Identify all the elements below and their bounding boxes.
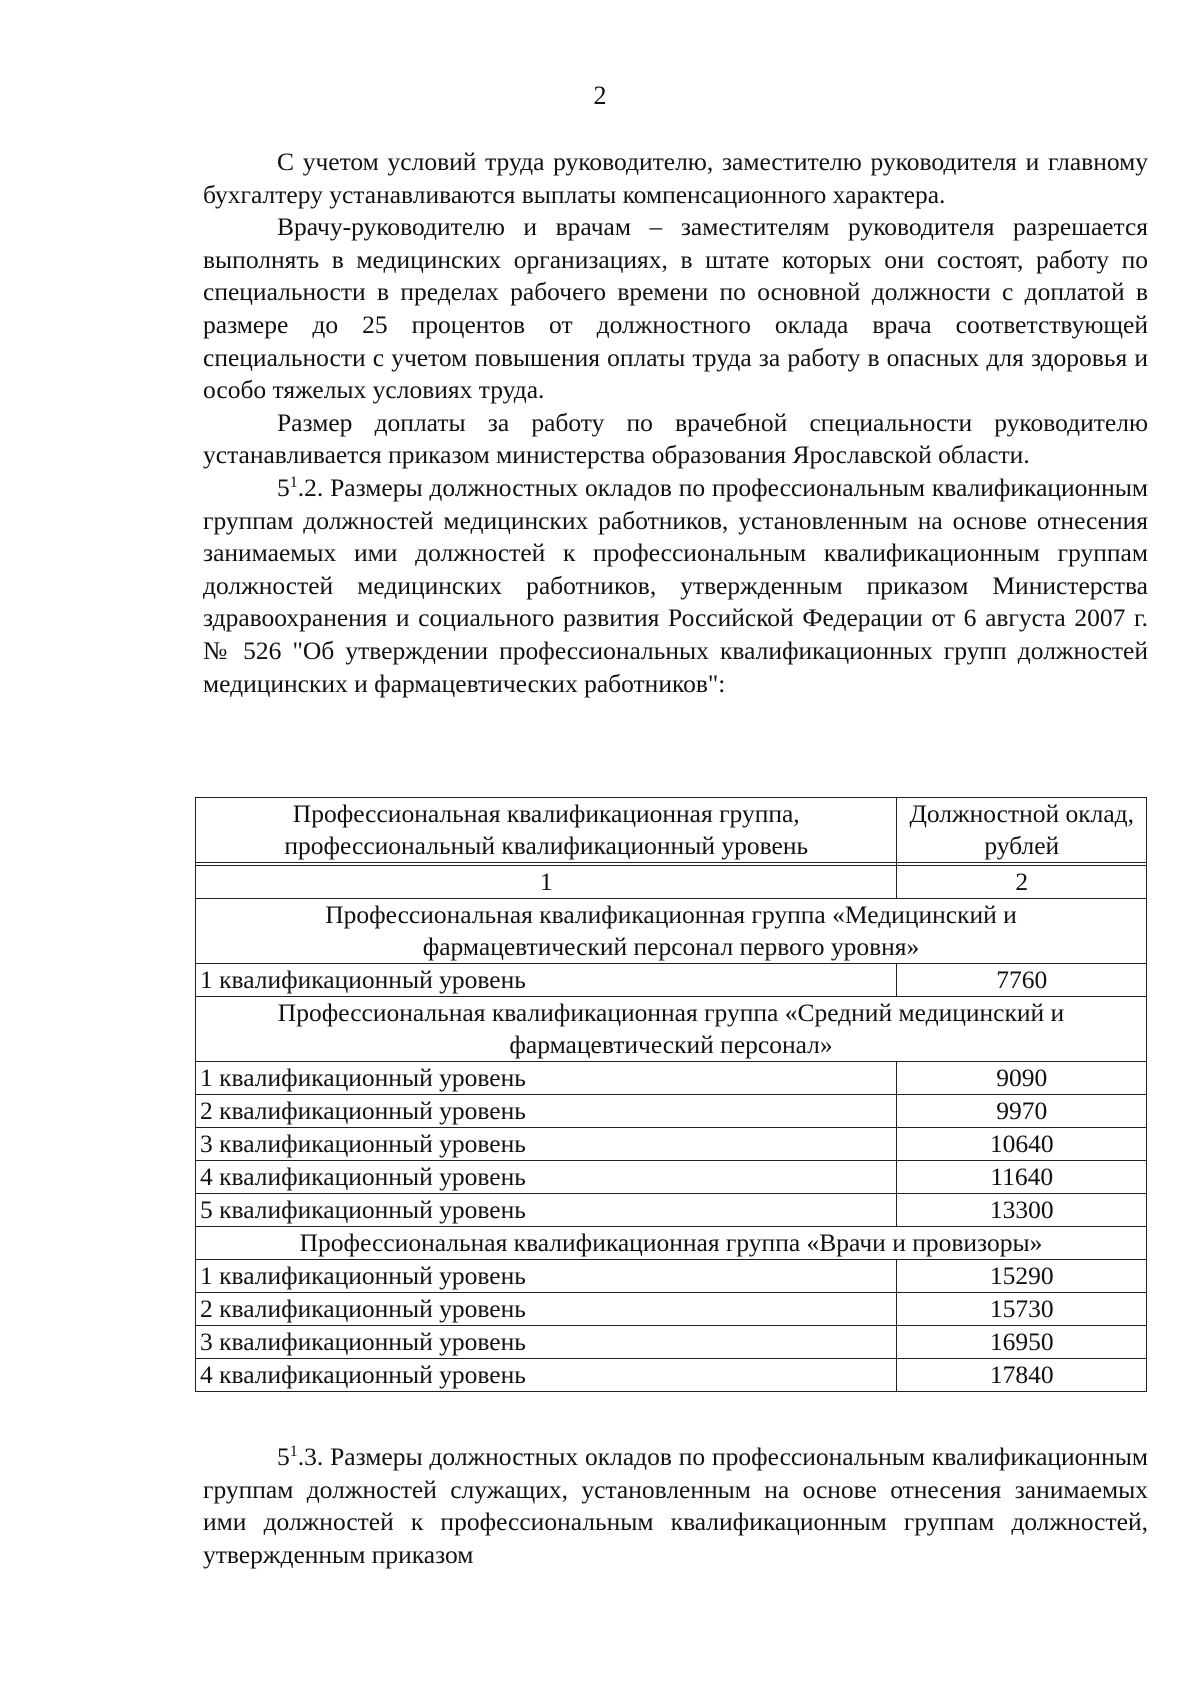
paragraph-compensation: С учетом условий труда руководителю, заместителю руководителя и главному бухгалтеру устанавливаются выплаты компенсационного характера. <box>203 147 1148 209</box>
group-title-row <box>196 899 1147 964</box>
column-number: 1 <box>196 866 897 899</box>
group-title-row <box>196 997 1147 1062</box>
paragraph-doctor-manager: Врачу-руководителю и врачам – заместителям руководителя разрешается выполнять в медицинских организациях, в штате которых они состоят, работу по специальности в пределах рабочего времени по основной должности с доплатой в размере до 25 процентов от должностного оклада врача соответствующей специальности с учетом повышения оплаты труда за работу в опасных для здоровья и особо тяжелых условиях труда. <box>203 212 1148 405</box>
level-cell: 5 квалификационный уровень <box>196 1194 897 1227</box>
level-cell: 2 квалификационный уровень <box>196 1095 897 1128</box>
table-row <box>196 1359 1147 1392</box>
table-row <box>196 1260 1147 1293</box>
group-title-row <box>196 1227 1147 1260</box>
clause-text: .2. Размеры должностных окладов по профессиональным квалификационным группам должностей медицинских работников, установленным на основе отнесения занимаемых ими должностей к профессиональным квалификационным группам должностей медицинских работников, утвержденным приказом Министерства здравоохранения и социального развития Российской Федерации от 6 августа 2007 г. № 526 "Об утверждении профессиональных квалификационных групп должностей медицинских и фармацевтических работников": <box>203 472 1148 698</box>
salary-cell: 16950 <box>897 1326 1147 1359</box>
clause-number: 5 <box>277 472 290 502</box>
level-cell: 3 квалификационный уровень <box>196 1128 897 1161</box>
table-row <box>196 1062 1147 1095</box>
table-header-row <box>196 798 1147 863</box>
column-number: 2 <box>897 866 1147 899</box>
group-title: Профессиональная квалификационная группа «Средний медицинский и фармацевтический персонал» <box>196 997 1147 1062</box>
level-cell: 1 квалификационный уровень <box>196 1260 897 1293</box>
clause-5-1-3 <box>203 1441 1148 1571</box>
clause-number: 5 <box>277 1442 290 1471</box>
table-row <box>196 964 1147 997</box>
table-row <box>196 1095 1147 1128</box>
level-cell: 3 квалификационный уровень <box>196 1326 897 1359</box>
clause-text: .3. Размеры должностных окладов по профессиональным квалификационным группам должностей служащих, установленным на основе отнесения занимаемых ими должностей к профессиональным квалификационным группам должностей, утвержденным приказом <box>203 1442 1148 1569</box>
salary-cell: 7760 <box>897 964 1147 997</box>
header-salary: Должностной оклад, рублей <box>897 798 1147 863</box>
table-row <box>196 1161 1147 1194</box>
clause-5-1-2 <box>203 472 1148 700</box>
table-row <box>196 1293 1147 1326</box>
salary-cell: 13300 <box>897 1194 1147 1227</box>
level-cell: 1 квалификационный уровень <box>196 1062 897 1095</box>
salary-cell: 11640 <box>897 1161 1147 1194</box>
bottom-text <box>203 1441 1148 1571</box>
salary-cell: 9090 <box>897 1062 1147 1095</box>
page-number: 2 <box>593 81 607 110</box>
paragraph-surcharge-size: Размер доплаты за работу по врачебной специальности руководителю устанавливается приказом министерства образования Ярославской области. <box>203 407 1148 470</box>
salary-cell: 15730 <box>897 1293 1147 1326</box>
group-title: Профессиональная квалификационная группа «Врачи и провизоры» <box>196 1227 1147 1260</box>
clause-superscript: 1 <box>289 473 298 491</box>
salary-table <box>195 797 1147 1392</box>
header-group-level: Профессиональная квалификационная группа, профессиональный квалификационный уровень <box>196 798 897 863</box>
level-cell: 4 квалификационный уровень <box>196 1161 897 1194</box>
level-cell: 1 квалификационный уровень <box>196 964 897 997</box>
table-row <box>196 1326 1147 1359</box>
level-cell: 4 квалификационный уровень <box>196 1359 897 1392</box>
salary-cell: 15290 <box>897 1260 1147 1293</box>
clause-superscript: 1 <box>289 1443 298 1460</box>
level-cell: 2 квалификационный уровень <box>196 1293 897 1326</box>
salary-cell: 10640 <box>897 1128 1147 1161</box>
table-row <box>196 1128 1147 1161</box>
salary-cell: 9970 <box>897 1095 1147 1128</box>
column-number-row <box>196 866 1147 899</box>
body-text <box>203 146 1148 700</box>
salary-cell: 17840 <box>897 1359 1147 1392</box>
group-title: Профессиональная квалификационная группа «Медицинский и фармацевтический персонал первого уровня» <box>196 899 1147 964</box>
table-row <box>196 1194 1147 1227</box>
